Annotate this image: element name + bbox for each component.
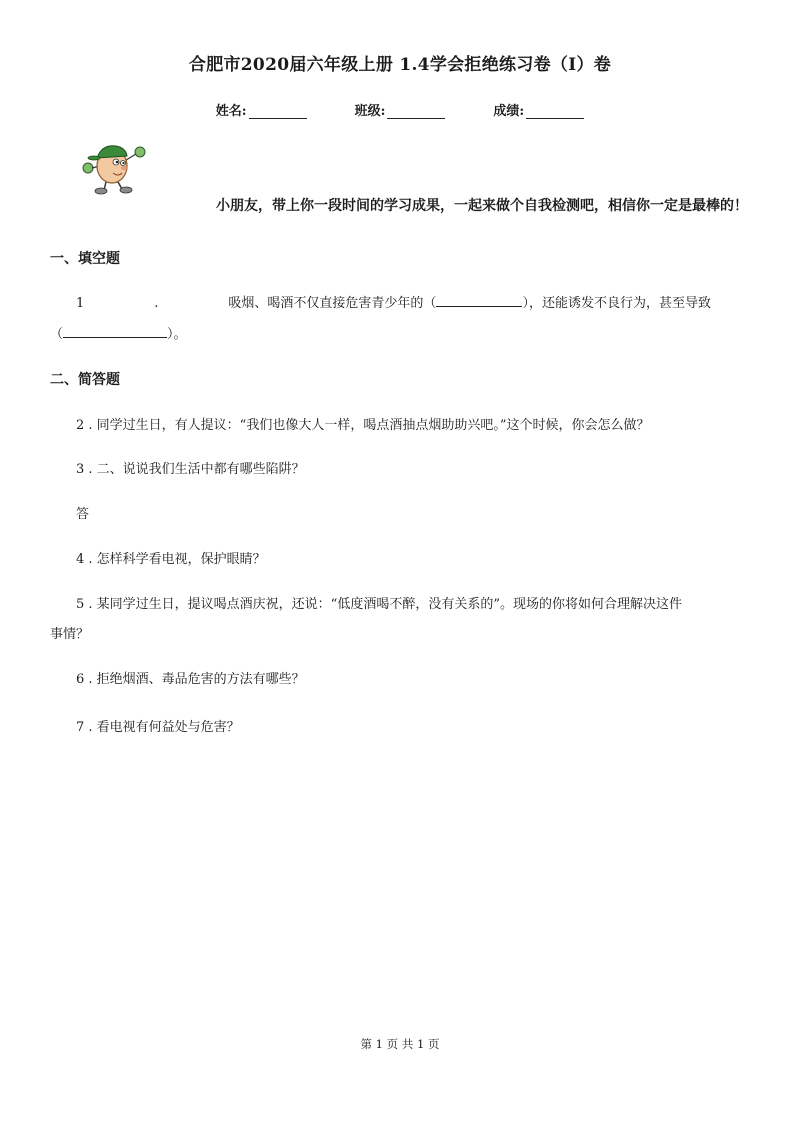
question-3-answer-label: 答 [76, 507, 90, 522]
score-blank[interactable] [526, 106, 584, 119]
section-short-answer-title: 二、简答题 [50, 372, 120, 388]
question-1-blank-2[interactable] [63, 325, 167, 338]
score-field [493, 100, 584, 119]
question-1-dot: . [154, 296, 159, 311]
cartoon-mascot-icon [80, 138, 148, 196]
score-label: 成绩: [493, 104, 525, 119]
section-fill-in-title: 一、填空题 [50, 251, 120, 267]
question-4: 4 . 怎样科学看电视，保护眼睛？ [76, 552, 266, 567]
question-6: 6 . 拒绝烟酒、毒品危害的方法有哪些？ [76, 672, 305, 687]
question-1-text-d: ）。 [167, 327, 187, 342]
question-5-line-2: 事情？ [50, 627, 90, 642]
class-blank[interactable] [387, 106, 445, 119]
class-field [355, 100, 446, 119]
encouragement-text: 小朋友，带上你一段时间的学习成果，一起来做个自我检测吧，相信你一定是最棒的！ [216, 198, 748, 214]
name-field [216, 100, 307, 119]
question-1-line-2 [50, 323, 187, 342]
question-1-text-c: （ [50, 327, 64, 342]
class-label: 班级: [354, 104, 386, 119]
name-label: 姓名: [215, 104, 247, 119]
question-7: 7 . 看电视有何益处与危害？ [76, 720, 240, 735]
page-title: 合肥市2020届六年级上册 1.4学会拒绝练习卷（I）卷 [188, 55, 612, 75]
name-blank[interactable] [249, 106, 307, 119]
question-1-number: 1 [76, 296, 85, 311]
question-1-blank-1[interactable] [436, 294, 522, 307]
student-info-row [0, 100, 800, 119]
page-footer: 第 1 页 共 1 页 [360, 1037, 440, 1051]
question-1-line-1 [76, 292, 711, 311]
question-3: 3 . 二、说说我们生活中都有哪些陷阱？ [76, 462, 305, 477]
question-5-line-1: 5 . 某同学过生日，提议喝点酒庆祝，还说：“低度酒喝不醉，没有关系的”。现场的你将如何合理解决这件 [76, 597, 682, 612]
question-2: 2 . 同学过生日，有人提议：“我们也像大人一样，喝点酒抽点烟助助兴吧。”这个时候，你会怎么做？ [76, 418, 650, 433]
question-1-text-b: ），还能诱发不良行为，甚至导致 [522, 296, 711, 311]
question-1-text-a: 吸烟、喝酒不仅直接危害青少年的（ [228, 296, 437, 311]
